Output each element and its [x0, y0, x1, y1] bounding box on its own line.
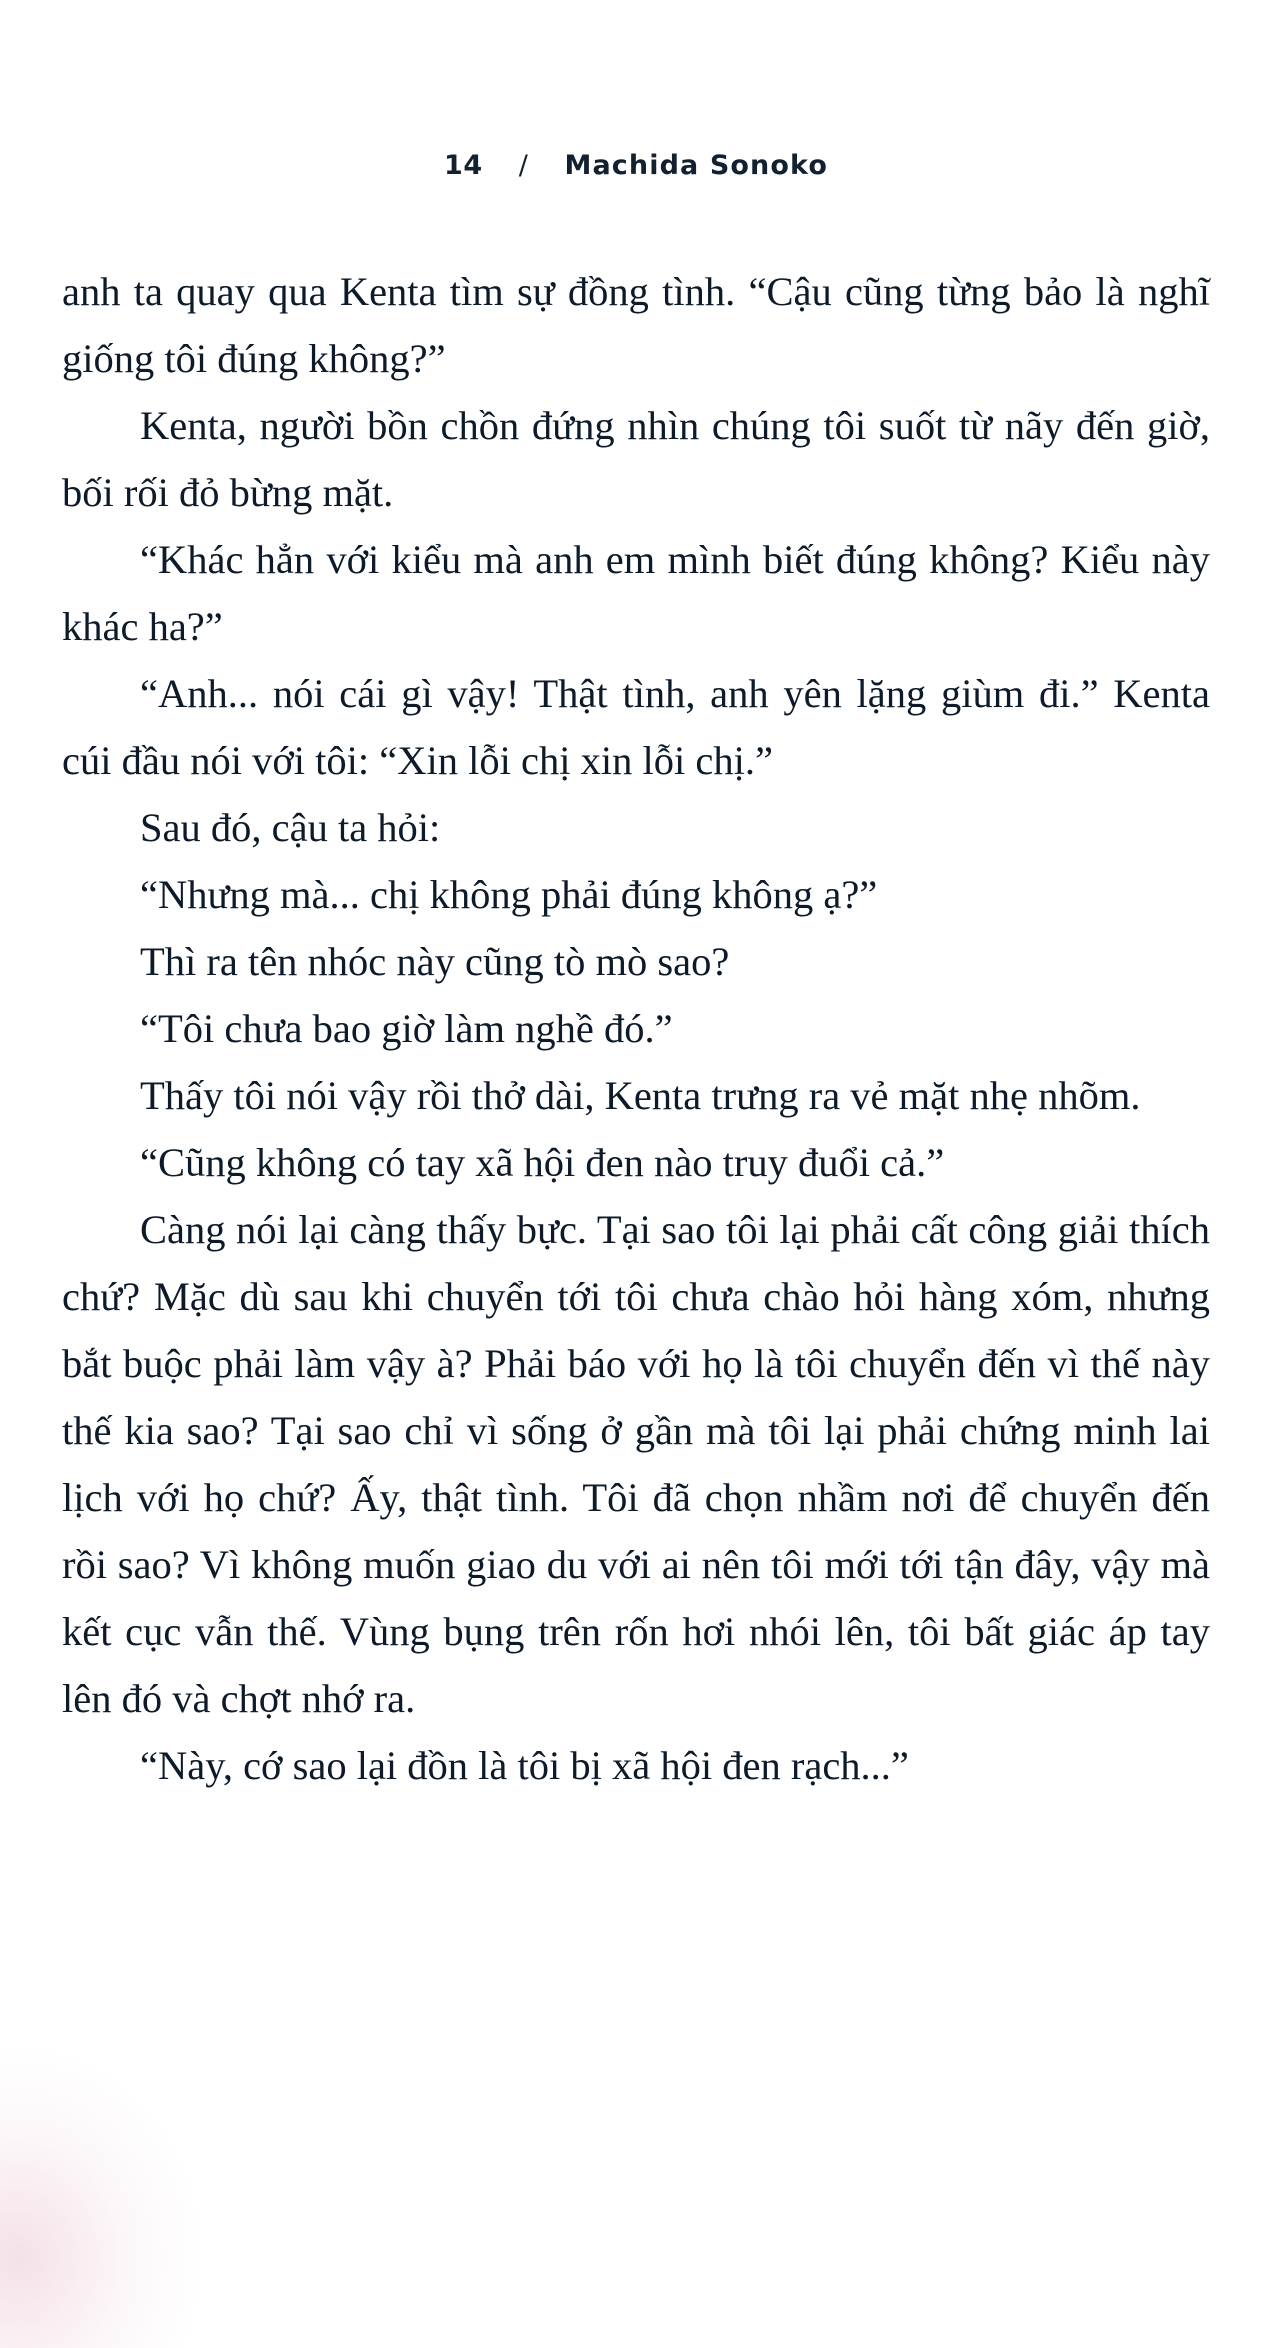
- paragraph: Thấy tôi nói vậy rồi thở dài, Kenta trưng ra vẻ mặt nhẹ nhõm.: [140, 1073, 1141, 1118]
- paragraph: Thì ra tên nhóc này cũng tò mò sao?: [140, 939, 730, 984]
- paragraph: Kenta, người bồn chồn đứng nhìn chúng tôi suốt từ nãy đến giờ, bối rối đỏ bừng mặt.: [62, 403, 1210, 515]
- paragraph: “Khác hẳn với kiểu mà anh em mình biết đúng không? Kiểu này khác ha?”: [62, 537, 1210, 649]
- paragraph: “Tôi chưa bao giờ làm nghề đó.”: [140, 1006, 673, 1051]
- paragraph: “Nhưng mà... chị không phải đúng không ạ?”: [140, 872, 878, 917]
- paragraph: “Này, cớ sao lại đồn là tôi bị xã hội đen rạch...”: [140, 1743, 909, 1788]
- paragraph: “Anh... nói cái gì vậy! Thật tình, anh yên lặng giùm đi.” Kenta cúi đầu nói với tôi: “Xin lỗi chị xin lỗi chị.”: [62, 671, 1210, 783]
- body-text: [62, 258, 1210, 1799]
- page-number: 14: [444, 150, 483, 181]
- running-head-separator: /: [518, 150, 529, 181]
- paragraph: anh ta quay qua Kenta tìm sự đồng tình. “Cậu cũng từng bảo là nghĩ giống tôi đúng không?”: [62, 269, 1210, 381]
- author-name: Machida Sonoko: [564, 150, 828, 181]
- paragraph: “Cũng không có tay xã hội đen nào truy đuổi cả.”: [140, 1140, 945, 1185]
- paragraph: Càng nói lại càng thấy bực. Tại sao tôi lại phải cất công giải thích chứ? Mặc dù sau khi chuyển tới tôi chưa chào hỏi hàng xóm, nhưng bắt buộc phải làm vậy à? Phải báo với họ là tôi chuyển đến vì thế này thế kia sao? Tại sao chỉ vì sống ở gần mà tôi lại phải chứng minh lai lịch với họ chứ? Ấy, thật tình. Tôi đã chọn nhầm nơi để chuyển đến rồi sao? Vì không muốn giao du với ai nên tôi mới tới tận đây, vậy mà kết cục vẫn thế. Vùng bụng trên rốn hơi nhói lên, tôi bất giác áp tay lên đó và chợt nhớ ra.: [62, 1207, 1210, 1721]
- running-head: [0, 150, 1272, 181]
- paragraph: Sau đó, cậu ta hỏi:: [140, 805, 441, 850]
